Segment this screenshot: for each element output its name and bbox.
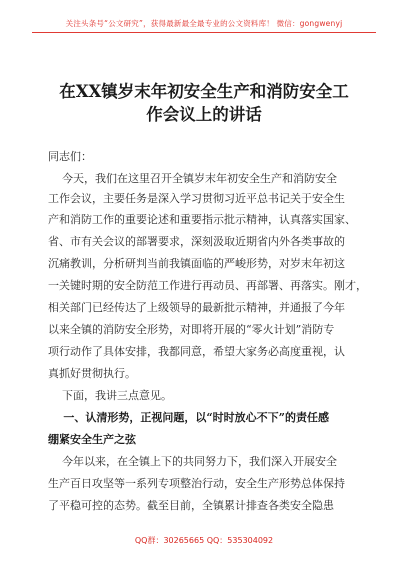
- paragraph-line: 生产百日攻坚等一系列专项整治行动，安全生产形势总体保持: [48, 477, 345, 490]
- paragraph-line: 今天，我们在这里召开全镇岁末年初安全生产和消防安全: [48, 172, 337, 185]
- section-heading-line-1: 一、认清形势，正视问题，以“时时放心不下”的责任感: [48, 411, 329, 424]
- paragraph-line: 一关键时期的安全防范工作进行再动员、再部署、再落实。刚才，: [48, 279, 367, 292]
- footer-qq-contact: QQ群：30265665 QQ：535304092: [134, 536, 274, 545]
- paragraph-line: 了平稳可控的态势。截至目前，全镇累计排查各类安全隐患: [48, 499, 334, 512]
- paragraph-line: 沉痛教训，分析研判当前我镇面临的严峻形势，对岁末年初这: [48, 257, 345, 270]
- header-banner: 关注头条号“公文研究”，获得最新最全最专业的公文资料库！ 微信：gongwenyj: [65, 19, 343, 28]
- salutation: 同志们：: [48, 150, 92, 163]
- paragraph-line: 项行动作了具体安排，我都同意，希望大家务必高度重视，认: [48, 345, 345, 358]
- paragraph-line: 下面，我讲三点意见。: [48, 389, 172, 402]
- section-heading-line-2: 绷紧安全生产之弦: [48, 433, 136, 446]
- header-divider: [32, 32, 376, 33]
- paragraph-line: 工作会议，主要任务是深入学习贯彻习近平总书记关于安全生: [48, 192, 345, 205]
- paragraph-line: 省、市有关会议的部署要求，深刻汲取近期省内外各类事故的: [48, 235, 345, 248]
- document-title-line-1: 在XX镇岁末年初安全生产和消防安全工: [59, 82, 349, 101]
- paragraph-line: 相关部门已经传达了上级领导的最新批示精神，并通报了今年: [48, 301, 345, 314]
- paragraph-line: 今年以来，在全镇上下的共同努力下，我们深入开展安全: [48, 455, 337, 468]
- paragraph-line: 真抓好贯彻执行。: [48, 367, 136, 380]
- paragraph-line: 产和消防工作的重要论述和重要指示批示精神，认真落实国家、: [48, 213, 356, 226]
- document-title-line-2: 作会议上的讲话: [146, 105, 262, 124]
- paragraph-line: 以来全镇的消防安全形势，对即将开展的“零火计划”消防专: [48, 323, 335, 336]
